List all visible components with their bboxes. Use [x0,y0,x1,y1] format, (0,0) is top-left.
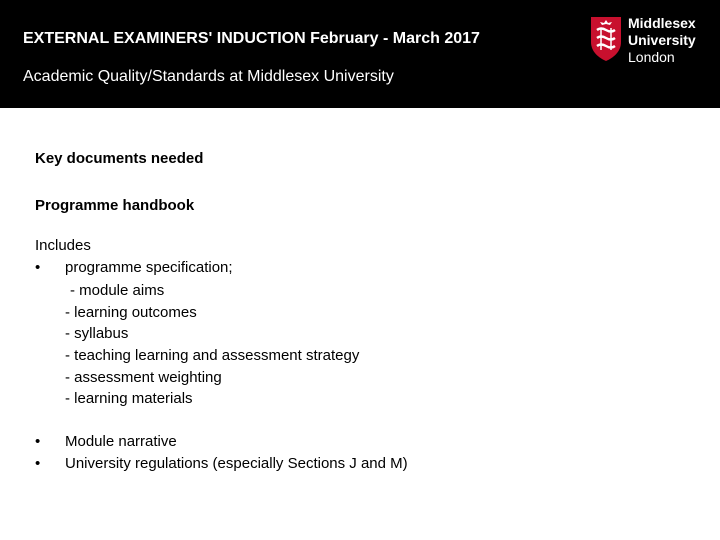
slide-subtitle: Academic Quality/Standards at Middlesex University [23,68,394,85]
sub-list-item: - learning outcomes [65,304,197,321]
bullet-text: programme specification; [65,259,233,276]
logo-line-3: London [628,49,675,65]
bullet-marker: • [35,259,41,276]
includes-label: Includes [35,237,91,254]
programme-handbook-heading: Programme handbook [35,197,195,214]
key-documents-heading: Key documents needed [35,150,204,167]
bullet-text: University regulations (especially Sections J and M) [65,455,408,472]
logo-line-1: Middlesex [628,15,696,31]
sub-list-item: - teaching learning and assessment strategy [65,347,360,364]
bullet-marker: • [35,433,41,450]
bullet-text: Module narrative [65,433,177,450]
crest-shield-icon [590,16,622,62]
university-logo [590,14,710,70]
bullet-marker: • [35,455,41,472]
logo-wordmark [628,15,696,66]
header-bar [0,0,720,108]
sub-list-item: - learning materials [65,390,193,407]
slide-title: EXTERNAL EXAMINERS' INDUCTION February - March 2017 [23,30,480,47]
sub-list-item: - assessment weighting [65,369,222,386]
sub-list-item: - module aims [70,282,165,299]
logo-line-2: University [628,32,696,48]
sub-list-item: - syllabus [65,325,129,342]
